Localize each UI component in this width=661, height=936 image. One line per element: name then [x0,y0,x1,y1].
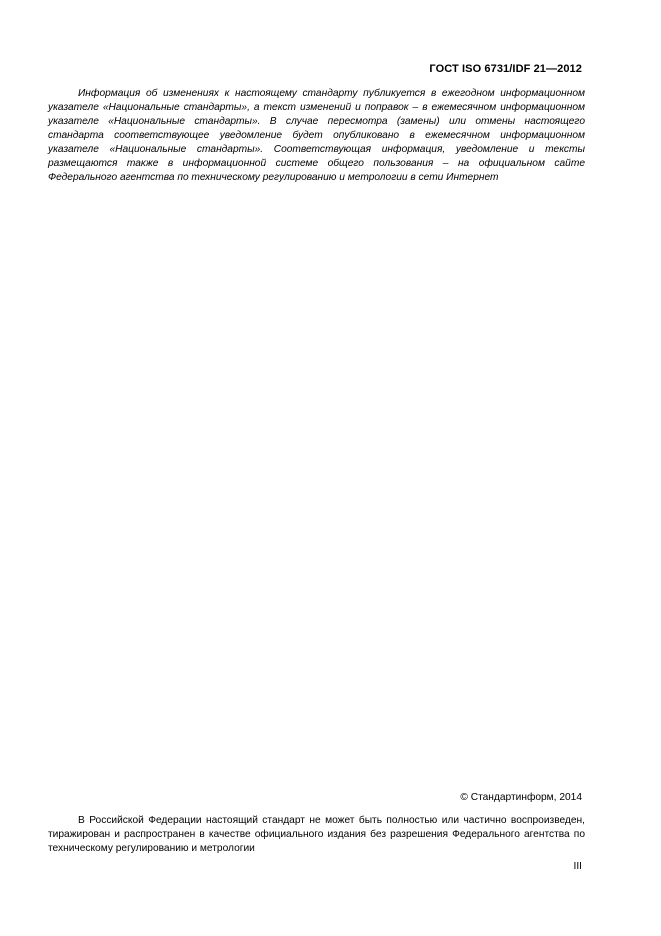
amendment-notice-paragraph: Информация об изменениях к настоящему стандарту публикуется в ежегодном информационном указателе «Национальные стандарты», а текст изменений и поправок – в ежемесячном информационном указателе «Национальные стандарты». В случае пересмотра (замены) или отмены настоящего стандарта соответствующее уведомление будет опубликовано в ежемесячном информационном указателе «Национальные стандарты». Соответствующая информация, уведомление и тексты размещаются также в информационной системе общего пользования – на официальном сайте Федерального агентства по техническому регулированию и метрологии в сети Интернет [48,88,585,183]
document-code: ГОСТ ISO 6731/IDF 21—2012 [429,63,582,75]
reproduction-restriction-paragraph: В Российской Федерации настоящий стандарт не может быть полностью или частично воспроизведен, тиражирован и распространен в качестве официального издания без разрешения Федерального агентства по техническому регулированию и метрологии [48,815,585,854]
page-number: III [573,861,582,872]
copyright-line: © Стандартинформ, 2014 [460,792,582,803]
